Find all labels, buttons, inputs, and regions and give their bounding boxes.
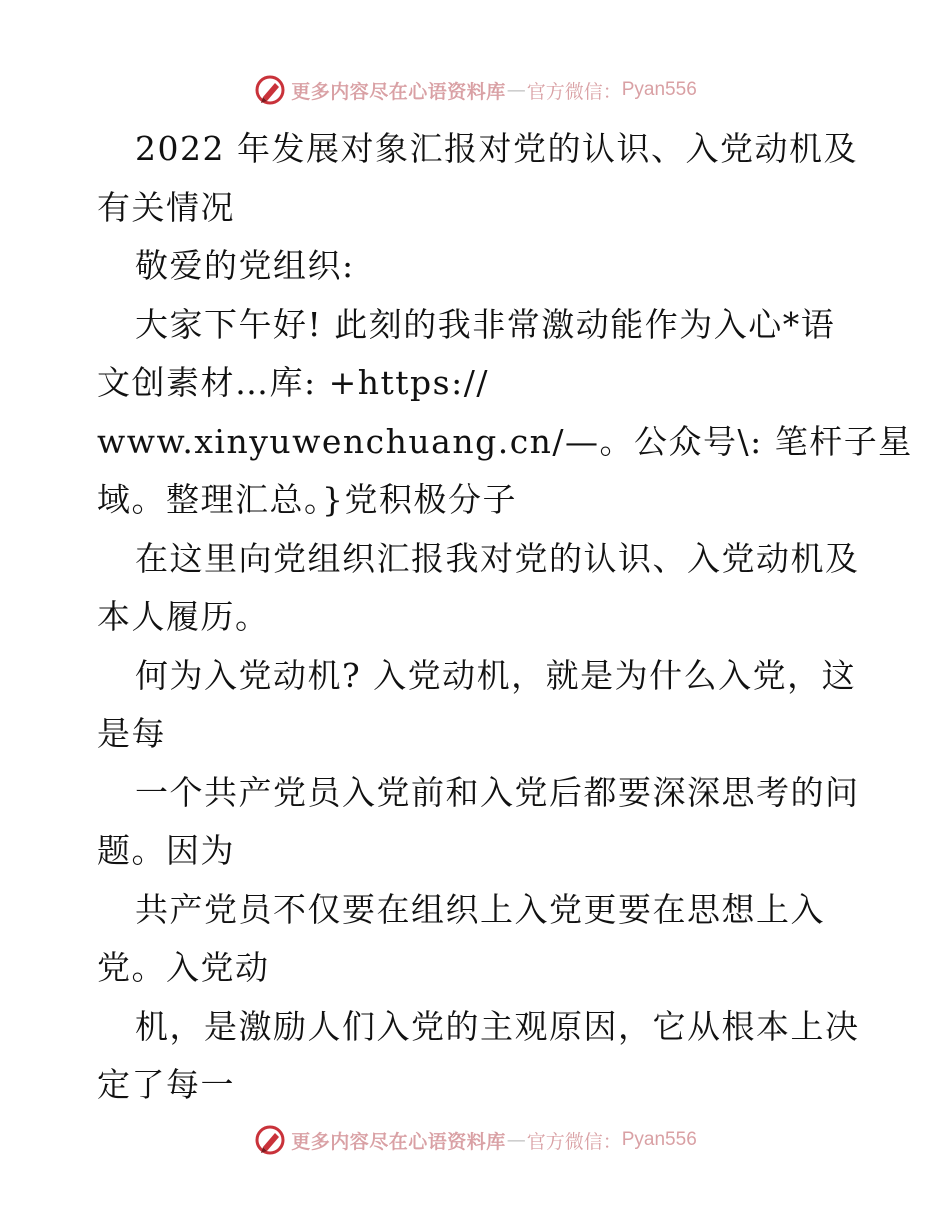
document-line: 机，是激励人们入党的主观原因，它从根本上决	[135, 1006, 860, 1046]
document-line: 本人履历。	[97, 597, 270, 636]
watermark-brand-text: 更多内容尽在心语资料库	[291, 1130, 506, 1153]
watermark-dash: —	[506, 1129, 526, 1151]
document-line: 何为入党动机? 入党动机，就是为什么入党，这	[135, 655, 857, 695]
document-line: 题。因为	[97, 831, 235, 870]
document-line: www.xinyuwenchuang.cn/—。公众号\: 笔杆子星	[97, 421, 913, 461]
document-line: 一个共产党员入党前和入党后都要深深思考的问	[135, 772, 860, 812]
watermark-official-label: 官方微信：	[526, 1130, 622, 1153]
watermark-dash: —	[506, 79, 526, 101]
document-line: 敬爱的党组织:	[135, 246, 355, 285]
watermark-brand-text: 更多内容尽在心语资料库	[291, 80, 506, 103]
header-watermark	[0, 70, 950, 110]
watermark-wechat-id: Pyan556	[621, 1129, 697, 1150]
document-line: 党。入党动	[97, 948, 270, 987]
document-line: 共产党员不仅要在组织上入党更要在思想上入	[135, 889, 825, 929]
footer-watermark-inner	[253, 1123, 697, 1157]
document-line: 定了每一	[97, 1065, 235, 1104]
footer-watermark	[0, 1120, 950, 1160]
document-line: 文创素材…库: +https://	[97, 363, 489, 402]
document-line: 在这里向党组织汇报我对党的认识、入党动机及	[135, 538, 860, 578]
document-line: 大家下午好! 此刻的我非常激动能作为入心*语	[135, 304, 836, 344]
document-line: 有关情况	[97, 187, 235, 227]
document-line: 域。整理汇总。}党积极分子	[97, 480, 517, 519]
document-body	[97, 120, 913, 1115]
document-line: 是每	[97, 714, 166, 753]
pen-logo-icon	[253, 73, 287, 107]
watermark-wechat-id: Pyan556	[621, 79, 697, 100]
document-line: 2022 年发展对象汇报对党的认识、入党动机及	[135, 129, 858, 168]
header-watermark-inner	[253, 73, 697, 107]
watermark-official-label: 官方微信：	[526, 80, 622, 103]
pen-logo-icon	[253, 1123, 287, 1157]
